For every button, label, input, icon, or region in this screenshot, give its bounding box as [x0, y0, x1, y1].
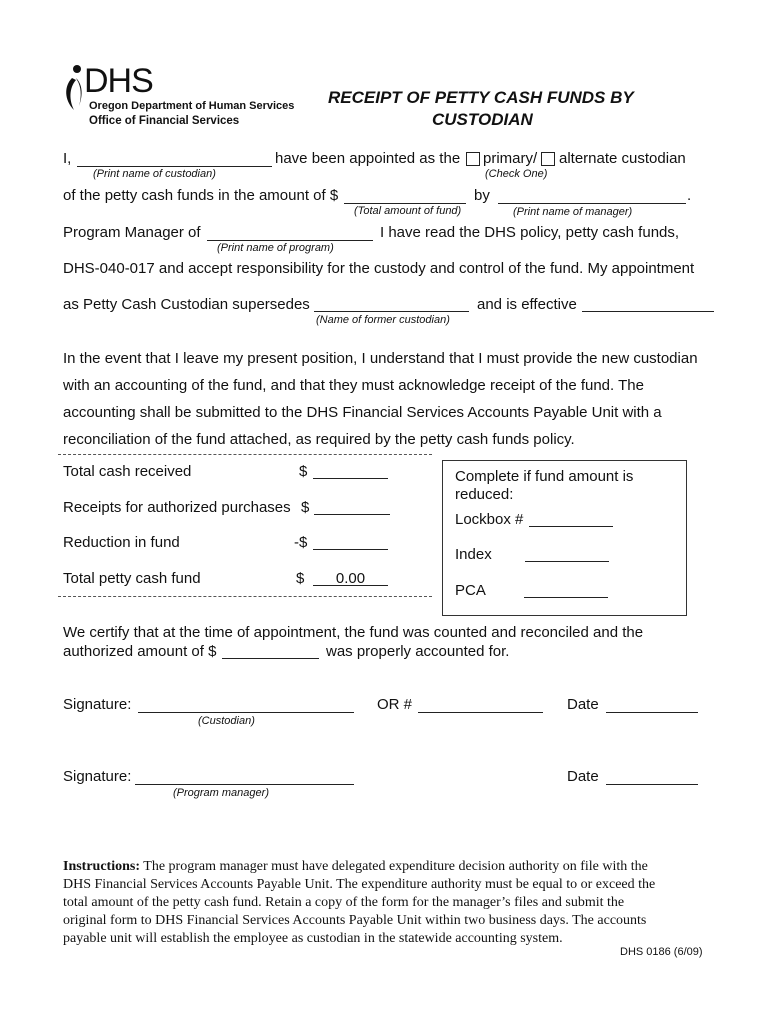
hint-program-name: (Print name of program) — [217, 242, 334, 254]
signature-label: Signature: — [63, 696, 132, 713]
fund-amount-field[interactable] — [344, 203, 466, 204]
instructions-text: The program manager must have delegated expenditure decision authority on file with the — [140, 859, 648, 874]
reduced-heading-1: Complete if fund amount is — [455, 468, 634, 485]
cash-table-top-rule — [58, 454, 432, 455]
lockbox-label: Lockbox # — [455, 511, 524, 528]
instructions-line: payable unit will establish the employee as custodian in the statewide accounting system. — [63, 931, 563, 946]
text-effective: and is effective — [477, 296, 577, 313]
program-name-field[interactable] — [207, 240, 373, 241]
event-line: reconciliation of the fund attached, as required by the petty cash funds policy. — [63, 431, 575, 448]
logo-dept: Oregon Department of Human Services — [89, 100, 295, 112]
reduced-heading-2: reduced: — [455, 486, 514, 503]
event-line: In the event that I leave my present position, I understand that I must provide the new custodian — [63, 350, 698, 367]
total-petty-cash-value: 0.00 — [335, 570, 366, 587]
manager-signature-field[interactable] — [135, 784, 354, 785]
hint-former-custodian: (Name of former custodian) — [316, 314, 450, 326]
manager-name-field[interactable] — [498, 203, 686, 204]
instructions-line — [63, 858, 723, 876]
pca-label: PCA — [455, 582, 486, 599]
authorized-amount-field[interactable] — [222, 658, 319, 659]
certify-line-1: We certify that at the time of appointment, the fund was counted and reconciled and the — [63, 624, 644, 641]
custodian-name-field[interactable] — [77, 166, 272, 167]
index-field[interactable] — [525, 561, 609, 562]
cash-row-label: Total petty cash fund — [63, 570, 201, 587]
certify-line-2a: authorized amount of $ — [63, 643, 217, 660]
cash-row-label: Reduction in fund — [63, 534, 180, 551]
signature-label: Signature: — [63, 768, 132, 785]
cash-row-prefix: -$ — [294, 534, 308, 551]
text-alternate: alternate custodian — [559, 150, 686, 167]
receipts-field[interactable] — [314, 514, 390, 515]
text-read-policy: I have read the DHS policy, petty cash funds, — [380, 224, 680, 241]
hint-check-one: (Check One) — [485, 168, 548, 180]
date-label: Date — [567, 696, 599, 713]
date-label: Date — [567, 768, 599, 785]
hint-custodian-signature: (Custodian) — [198, 715, 255, 727]
text-i: I, — [63, 150, 72, 167]
text-have-been: have been appointed as the — [275, 150, 461, 167]
form-title-line2: CUSTODIAN — [432, 110, 533, 129]
cash-row-prefix: $ — [301, 499, 310, 516]
logo-office: Office of Financial Services — [89, 115, 240, 127]
instructions-line: DHS Financial Services Accounts Payable Unit. The expenditure authority must be equal to or exceed the — [63, 877, 656, 892]
instructions-block — [63, 858, 723, 948]
custodian-signature-field[interactable] — [138, 712, 354, 713]
cash-row-prefix: $ — [296, 570, 305, 587]
text-by: by — [474, 187, 490, 204]
or-number-field[interactable] — [418, 712, 543, 713]
hint-amount: (Total amount of fund) — [354, 205, 462, 217]
hint-custodian-name: (Print name of custodian) — [93, 168, 216, 180]
cash-row-prefix: $ — [299, 463, 308, 480]
primary-checkbox[interactable] — [466, 152, 480, 166]
certify-line-2b: was properly accounted for. — [326, 643, 510, 660]
form-title-line1: RECEIPT OF PETTY CASH FUNDS BY — [328, 88, 634, 107]
custodian-date-field[interactable] — [606, 712, 698, 713]
manager-date-field[interactable] — [606, 784, 698, 785]
instructions-label: Instructions: — [63, 859, 141, 874]
reduction-field[interactable] — [313, 549, 388, 550]
instructions-line: total amount of the petty cash fund. Retain a copy of the form for the manager’s files and submit the — [63, 895, 625, 910]
total-cash-received-field[interactable] — [313, 478, 388, 479]
hint-manager-signature: (Program manager) — [173, 787, 269, 799]
dhs-logo — [62, 60, 295, 132]
logo-brand: DHS — [84, 62, 153, 100]
cash-row-label: Receipts for authorized purchases — [63, 499, 291, 516]
total-petty-cash-field[interactable] — [313, 585, 388, 586]
cash-row-label: Total cash received — [63, 463, 192, 480]
text-dhs-policy: DHS-040-017 and accept responsibility for the custody and control of the fund. My appointment — [63, 260, 695, 277]
event-line: accounting shall be submitted to the DHS Financial Services Accounts Payable Unit with a — [63, 404, 662, 421]
event-line: with an accounting of the fund, and that they must acknowledge receipt of the fund. The — [63, 377, 644, 394]
former-custodian-field[interactable] — [314, 311, 469, 312]
cash-table-bottom-rule — [58, 596, 432, 597]
text-primary: primary/ — [483, 150, 538, 167]
instructions-line: original form to DHS Financial Services Accounts Payable Unit within two business days. The accounts — [63, 913, 647, 928]
text-program-manager-of: Program Manager of — [63, 224, 201, 241]
effective-date-field[interactable] — [582, 311, 714, 312]
hint-manager-name: (Print name of manager) — [513, 206, 633, 218]
alternate-checkbox[interactable] — [541, 152, 555, 166]
or-number-label: OR # — [377, 696, 413, 713]
lockbox-field[interactable] — [529, 526, 613, 527]
fund-reduced-box — [442, 460, 687, 616]
text-period: . — [687, 187, 692, 204]
text-supersedes: as Petty Cash Custodian supersedes — [63, 296, 310, 313]
text-of-funds: of the petty cash funds in the amount of $ — [63, 187, 339, 204]
pca-field[interactable] — [524, 597, 608, 598]
form-number: DHS 0186 (6/09) — [620, 946, 703, 958]
index-label: Index — [455, 546, 492, 563]
